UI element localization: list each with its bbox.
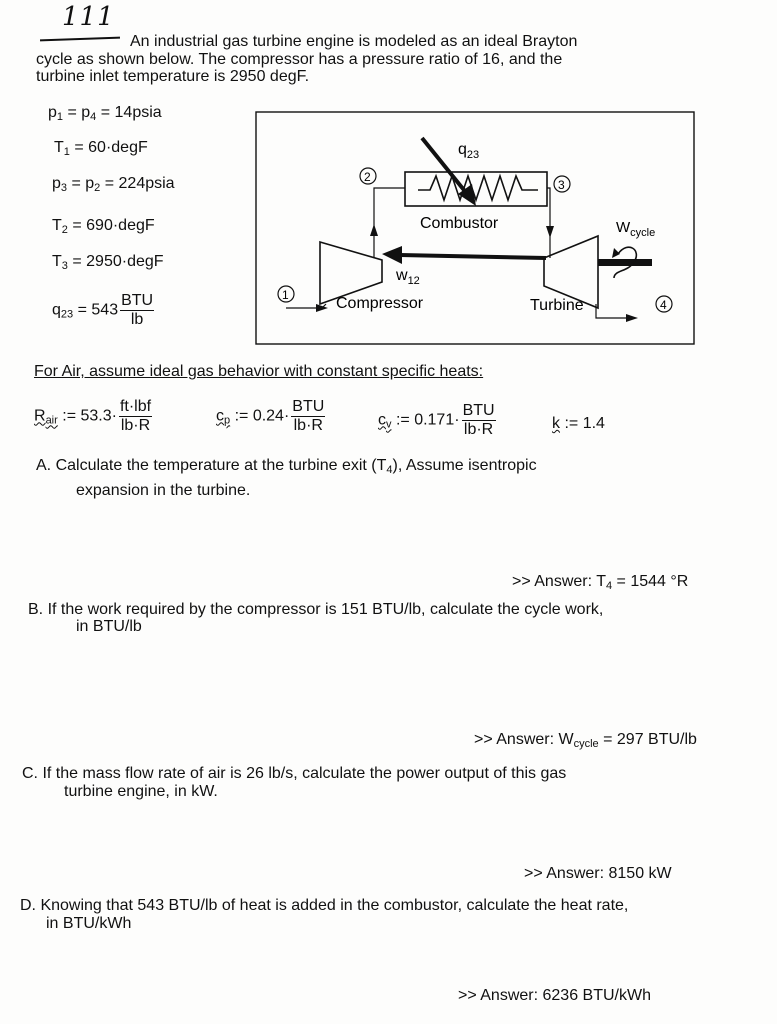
constant-r-air: $R_{air}$ := 53.3· $\frac{\text{ft·lbf}}{lb\cdot R}$ [34, 398, 152, 434]
question-a-line-2: expansion in the turbine. [76, 482, 251, 499]
given-p1-p4: $p_1 = p_4$ = 14psia [48, 104, 162, 123]
shaft-work-arrow-icon [382, 246, 402, 264]
flow-arrow-down-icon [546, 226, 554, 238]
problem-number-underline [40, 37, 120, 42]
brayton-cycle-diagram [250, 108, 700, 350]
answer-b: >> Answer: $W_{cycle} = 297$ BTU/lb [474, 731, 697, 750]
combustor-label: Combustor [420, 215, 499, 232]
problem-number: 111 [62, 2, 115, 32]
given-T1: $T_1$ = 60·degF [54, 139, 148, 158]
given-p3-p2: $p_3 = p_2$ = 224psia [52, 175, 175, 194]
heater-zigzag-icon [418, 176, 538, 200]
answer-a: >> Answer: $T_4 = 1544$ °R [512, 573, 689, 592]
svg-text:4: 4 [660, 298, 667, 312]
turbine-label: Turbine [530, 297, 584, 314]
constant-cp: $c_p$ := 0.24· $\frac{\text{BTU}}{lb\cdot R}$ [216, 398, 325, 434]
answer-c: >> Answer: 8150 kW [524, 865, 672, 882]
w12-label: $w_{12}$ [396, 267, 420, 287]
air-properties-header: For Air, assume ideal gas behavior with constant specific heats: [34, 363, 484, 380]
question-c-line-2: turbine engine, in kW. [64, 783, 218, 800]
q23-label: $q_{23}$ [458, 141, 480, 161]
svg-text:3: 3 [558, 178, 565, 192]
constant-k: k := 1.4 [552, 415, 605, 432]
svg-text:2: 2 [364, 170, 371, 184]
output-shaft [598, 259, 652, 266]
wcycle-label: $W_{cycle}$ [616, 219, 656, 239]
answer-d: >> Answer: 6236 BTU/kWh [458, 987, 651, 1004]
question-c: C. If the mass flow rate of air is 26 lb/s, calculate the power output of this gas [22, 765, 567, 782]
question-a: A. Calculate the temperature at the turbine exit $(T_4)$, Assume isentropic [36, 457, 537, 476]
given-T3: $T_3$ = 2950·degF [52, 253, 164, 272]
question-d: D. Knowing that 543 BTU/lb of heat is added in the combustor, calculate the heat rate, [20, 897, 629, 914]
exit-arrow-icon [626, 314, 638, 322]
svg-text:1: 1 [282, 288, 289, 302]
intro-line-2: cycle as shown below. The compressor has a pressure ratio of 16, and the [36, 51, 563, 68]
given-q23: $q_{23} = 543$ $\frac{\text{BTU}}{lb}$ [52, 292, 154, 328]
inlet-arrow-icon [316, 304, 328, 312]
given-T2: $T_2$ = 690·degF [52, 217, 155, 236]
intro-line-1: An industrial gas turbine engine is modeled as an ideal Brayton [130, 33, 578, 50]
question-b: B. If the work required by the compressor is 151 BTU/lb, calculate the cycle work, [28, 601, 604, 618]
compressor-label: Compressor [336, 295, 424, 312]
question-b-line-2: in BTU/lb [76, 618, 142, 635]
constant-cv: $c_v$ := 0.171· $\frac{\text{BTU}}{lb\cdot R}$ [378, 402, 495, 438]
question-d-line-2: in BTU/kWh [46, 915, 132, 932]
flow-arrow-up-icon [370, 224, 378, 236]
intro-line-3: turbine inlet temperature is 2950 degF. [36, 68, 310, 85]
